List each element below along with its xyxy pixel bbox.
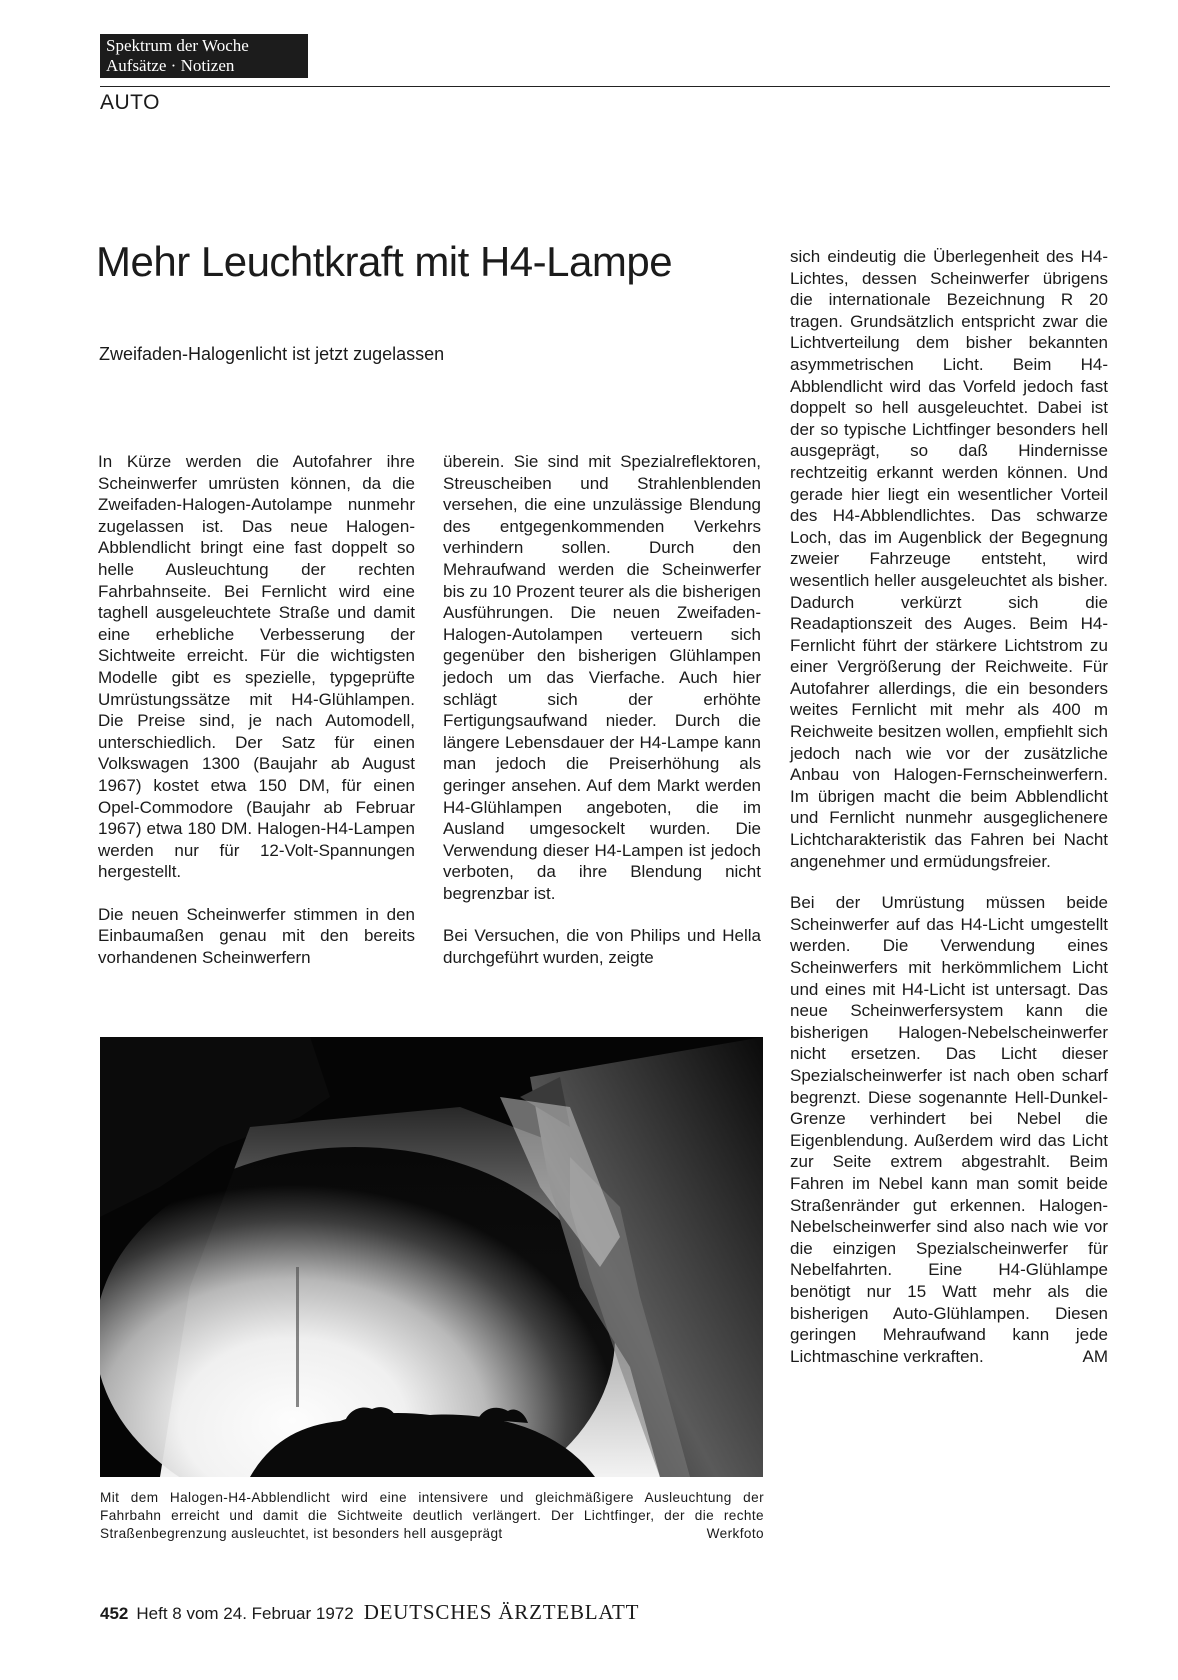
photo-credit: Werkfoto <box>706 1526 764 1541</box>
page-footer <box>100 1600 639 1625</box>
page-number: 452 <box>100 1604 129 1623</box>
section-label-line1: Spektrum der Woche <box>106 36 249 55</box>
text-column-1 <box>98 451 415 969</box>
paragraph: sich eindeutig die Überlegenheit des H4-Lichtes, dessen Scheinwerfer übrigens die internationale Bezeichnung R 20 tragen. Grundsätzlich entspricht zwar die Lichtverteilung dem bisher bekannten asymmetrischen Licht. Beim H4-Abblendlicht wird das Vorfeld jedoch fast doppelt so hell ausgeleuchtet. Dabei ist der so typische Lichtfinger besonders hell ausgeprägt, so daß Hindernisse rechtzeitig erkannt werden können. Und gerade hier liegt ein wesentlicher Vorteil des H4-Abblendlichtes. Das schwarze Loch, das im Augenblick der Begegnung zweier Fahrzeuge entsteht, wird wesentlich heller ausgeleuchtet als bisher. Dadurch verkürzt sich die Readaptionszeit des Auges. Beim H4-Fernlicht führt der stärkere Lichtstrom zu einer Vergrößerung der Reichweite. Für Autofahrer allerdings, die ein besonders weites Fernlicht mit mehr als 400 m Reichweite besitzen wollen, empfiehlt sich jedoch nach wie vor der zusätzliche Anbau von Halogen-Fernscheinwerfern. Im übrigen macht die beim Abblendlicht und Fernlicht nunmehr ausgeglichenere Lichtcharakteristik das Fahren bei Nacht angenehmer und ermüdungsfreier. <box>790 247 1108 871</box>
paragraph <box>790 892 1108 1367</box>
photo-caption <box>100 1489 764 1543</box>
rubric: AUTO <box>100 91 160 114</box>
journal-name: DEUTSCHES ÄRZTEBLATT <box>363 1600 640 1624</box>
night-road-headlight-photo <box>100 1037 763 1477</box>
section-label-line2: Aufsätze · Notizen <box>106 56 235 75</box>
caption-text: Mit dem Halogen-H4-Abblendlicht wird eine intensivere und gleichmäßigere Ausleuchtung der Fahrbahn erreicht und damit die Sichtweite deutlich verlängert. Der Lichtfinger, der die rechte Straßenbegrenzung ausleuchtet, ist besonders hell ausgeprägt <box>100 1490 764 1541</box>
author-signature: AM <box>1082 1346 1108 1366</box>
article-title: Mehr Leuchtkraft mit H4-Lampe <box>96 238 673 285</box>
issue-info: Heft 8 vom 24. Februar 1972 <box>136 1604 354 1623</box>
text-column-2 <box>443 451 761 969</box>
paragraph: überein. Sie sind mit Spezialreflektoren, Streuscheiben und Strahlenblenden versehen, die eine unzulässige Blendung des entgegenkommenden Verkehrs verhindern sollen. Durch den Mehraufwand werden die Scheinwerfer bis zu 10 Prozent teurer als die bisherigen Ausführungen. Die neuen Zweifaden-Halogen-Autolampen verteuern sich gegenüber den bisherigen Glühlampen jedoch um das Vierfache. Auch hier schlägt sich der erhöhte Fertigungsaufwand nieder. Durch die längere Lebensdauer der H4-Lampe kann man jedoch die Preiserhöhung als geringer ansehen. Auf dem Markt werden H4-Glühlampen angeboten, die im Ausland umgesockelt wurden. Die Verwendung dieser H4-Lampen ist jedoch verboten, da ihre Blendung nicht begrenzbar ist. <box>443 452 761 903</box>
article-subtitle: Zweifaden-Halogenlicht ist jetzt zugelassen <box>99 344 445 364</box>
header-rule <box>100 86 1110 87</box>
article-photo <box>100 1037 763 1477</box>
paragraph: Die neuen Scheinwerfer stimmen in den Einbaumaßen genau mit den bereits vorhandenen Scheinwerfern <box>98 904 415 968</box>
section-label <box>100 34 308 78</box>
paragraph-text: Bei der Umrüstung müssen beide Scheinwerfer auf das H4-Licht umgestellt werden. Die Verwendung eines Scheinwerfers mit herkömmlichem Licht und eines mit H4-Licht ist untersagt. Das neue Scheinwerfersystem kann die bisherigen Halogen-Nebelscheinwerfer nicht ersetzen. Das Licht dieser Spezialscheinwerfer ist nach oben scharf begrenzt. Diese sogenannte Hell-Dunkel-Grenze verhindert bei Nebel die Eigenblendung. Außerdem wird das Licht zur Seite extrem abgestrahlt. Beim Fahren im Nebel kann man somit beide Straßenränder gut erkennen. Halogen-Nebelscheinwerfer sind also nach wie vor die einzigen Spezialscheinwerfer für Nebelfahrten. Eine H4-Glühlampe benötigt nur 15 Watt mehr als die bisherigen Auto-Glühlampen. Diesen geringen Mehraufwand kann jede Lichtmaschine verkraften. <box>790 893 1108 1366</box>
paragraph: Bei Versuchen, die von Philips und Hella durchgeführt wurden, zeigte <box>443 926 761 968</box>
text-column-3 <box>790 246 1108 1367</box>
paragraph: In Kürze werden die Autofahrer ihre Scheinwerfer umrüsten können, da die Zweifaden-Halogen-Autolampe nunmehr zugelassen ist. Das neue Halogen-Abblendlicht bringt eine fast doppelt so helle Ausleuchtung der rechten Fahrbahnseite. Bei Fernlicht wird eine taghell ausgeleuchtete Straße und damit eine erhebliche Verbesserung der Sichtweite erreicht. Für die wichtigsten Modelle gibt es spezielle, typgeprüfte Umrüstungssätze mit H4-Glühlampen. Die Preise sind, je nach Automodell, unterschiedlich. Der Satz für einen Volkswagen 1300 (Baujahr ab August 1967) kostet etwa 150 DM, für einen Opel-Commodore (Baujahr ab Februar 1967) etwa 180 DM. Halogen-H4-Lampen werden nur für 12-Volt-Spannungen hergestellt. <box>98 452 415 882</box>
